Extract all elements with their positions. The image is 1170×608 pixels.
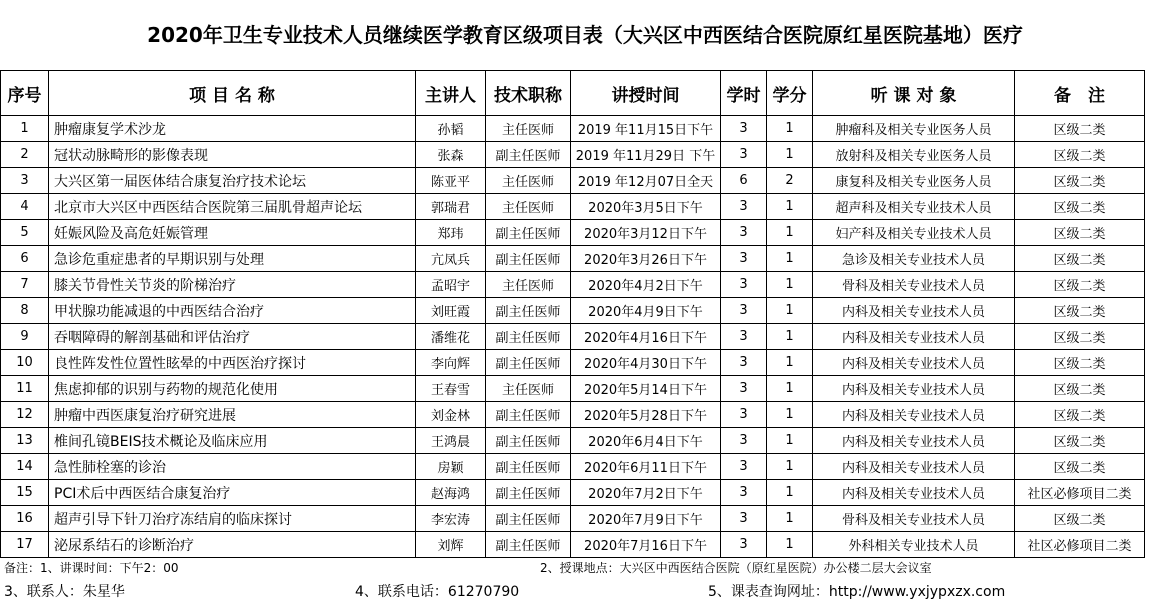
cell-audience: 超声科及相关专业技术人员	[813, 194, 1015, 220]
header-time: 讲授时间	[571, 71, 721, 116]
cell-credits: 1	[767, 532, 813, 558]
header-name: 项 目 名 称	[49, 71, 416, 116]
cell-audience: 骨科及相关专业技术人员	[813, 272, 1015, 298]
cell-name: 泌尿系结石的诊断治疗	[49, 532, 416, 558]
cell-no: 8	[1, 298, 49, 324]
cell-title: 副主任医师	[486, 142, 571, 168]
cell-title: 主任医师	[486, 272, 571, 298]
cell-title: 主任医师	[486, 168, 571, 194]
table-row	[1, 272, 1145, 298]
cell-speaker: 陈亚平	[416, 168, 486, 194]
cell-title: 副主任医师	[486, 298, 571, 324]
cell-credits: 1	[767, 116, 813, 142]
cell-note: 区级二类	[1015, 454, 1145, 480]
cell-hours: 3	[721, 194, 767, 220]
cell-title: 主任医师	[486, 376, 571, 402]
cell-hours: 3	[721, 246, 767, 272]
table-row	[1, 194, 1145, 220]
cell-speaker: 孙韬	[416, 116, 486, 142]
table-row	[1, 246, 1145, 272]
cell-hours: 3	[721, 272, 767, 298]
header-audience: 听 课 对 象	[813, 71, 1015, 116]
cell-name: 急性肺栓塞的诊治	[49, 454, 416, 480]
cell-no: 9	[1, 324, 49, 350]
cell-audience: 内科及相关专业技术人员	[813, 428, 1015, 454]
cell-no: 6	[1, 246, 49, 272]
cell-time: 2020年5月14日下午	[571, 376, 721, 402]
cell-time: 2019 年11月29日 下午	[571, 142, 721, 168]
cell-name: 急诊危重症患者的早期识别与处理	[49, 246, 416, 272]
cell-no: 17	[1, 532, 49, 558]
cell-time: 2020年6月11日下午	[571, 454, 721, 480]
cell-credits: 1	[767, 402, 813, 428]
cell-credits: 1	[767, 480, 813, 506]
cell-note: 区级二类	[1015, 246, 1145, 272]
course-table	[0, 70, 1145, 558]
footer-contact-phone: 4、联系电话：61270790	[355, 584, 520, 600]
cell-credits: 1	[767, 272, 813, 298]
cell-name: PCI术后中西医结合康复治疗	[49, 480, 416, 506]
table-row	[1, 506, 1145, 532]
cell-credits: 1	[767, 142, 813, 168]
cell-no: 2	[1, 142, 49, 168]
cell-hours: 3	[721, 428, 767, 454]
table-row	[1, 116, 1145, 142]
table-row	[1, 428, 1145, 454]
footer-note-location: 2、授课地点：大兴区中西医结合医院（原红星医院）办公楼二层大会议室	[540, 561, 932, 575]
cell-speaker: 房颖	[416, 454, 486, 480]
cell-name: 冠状动脉畸形的影像表现	[49, 142, 416, 168]
table-row	[1, 220, 1145, 246]
table-row	[1, 454, 1145, 480]
cell-name: 良性阵发性位置性眩晕的中西医治疗探讨	[49, 350, 416, 376]
table-row	[1, 402, 1145, 428]
cell-audience: 内科及相关专业技术人员	[813, 402, 1015, 428]
cell-name: 北京市大兴区中西医结合医院第三届肌骨超声论坛	[49, 194, 416, 220]
cell-note: 区级二类	[1015, 142, 1145, 168]
cell-credits: 1	[767, 194, 813, 220]
footer-website: 5、课表查询网址：http://www.yxjypxzx.com	[708, 584, 1006, 600]
cell-hours: 3	[721, 402, 767, 428]
cell-hours: 3	[721, 506, 767, 532]
header-credits: 学分	[767, 71, 813, 116]
table-row	[1, 324, 1145, 350]
table-row	[1, 168, 1145, 194]
cell-name: 妊娠风险及高危妊娠管理	[49, 220, 416, 246]
cell-credits: 1	[767, 376, 813, 402]
cell-no: 3	[1, 168, 49, 194]
cell-audience: 康复科及相关专业医务人员	[813, 168, 1015, 194]
cell-time: 2020年6月4日下午	[571, 428, 721, 454]
cell-no: 13	[1, 428, 49, 454]
cell-audience: 内科及相关专业技术人员	[813, 298, 1015, 324]
cell-time: 2020年3月26日下午	[571, 246, 721, 272]
cell-no: 4	[1, 194, 49, 220]
cell-credits: 1	[767, 506, 813, 532]
cell-name: 吞咽障碍的解剖基础和评估治疗	[49, 324, 416, 350]
cell-audience: 放射科及相关专业医务人员	[813, 142, 1015, 168]
cell-note: 区级二类	[1015, 324, 1145, 350]
cell-time: 2020年7月2日下午	[571, 480, 721, 506]
cell-hours: 3	[721, 454, 767, 480]
cell-title: 副主任医师	[486, 402, 571, 428]
cell-time: 2020年5月28日下午	[571, 402, 721, 428]
cell-hours: 3	[721, 142, 767, 168]
header-hours: 学时	[721, 71, 767, 116]
cell-credits: 1	[767, 454, 813, 480]
cell-speaker: 李宏涛	[416, 506, 486, 532]
cell-hours: 3	[721, 298, 767, 324]
header-speaker: 主讲人	[416, 71, 486, 116]
header-note: 备 注	[1015, 71, 1145, 116]
cell-name: 超声引导下针刀治疗冻结肩的临床探讨	[49, 506, 416, 532]
cell-time: 2020年3月5日下午	[571, 194, 721, 220]
cell-name: 膝关节骨性关节炎的阶梯治疗	[49, 272, 416, 298]
footer-notes	[0, 558, 1170, 578]
cell-credits: 1	[767, 428, 813, 454]
cell-hours: 3	[721, 350, 767, 376]
cell-note: 区级二类	[1015, 350, 1145, 376]
cell-hours: 6	[721, 168, 767, 194]
cell-no: 7	[1, 272, 49, 298]
cell-speaker: 李向辉	[416, 350, 486, 376]
cell-name: 椎间孔镜BEIS技术概论及临床应用	[49, 428, 416, 454]
cell-note: 区级二类	[1015, 194, 1145, 220]
cell-hours: 3	[721, 376, 767, 402]
cell-note: 社区必修项目二类	[1015, 480, 1145, 506]
cell-credits: 1	[767, 350, 813, 376]
cell-no: 1	[1, 116, 49, 142]
cell-no: 14	[1, 454, 49, 480]
cell-title: 副主任医师	[486, 506, 571, 532]
cell-no: 15	[1, 480, 49, 506]
cell-audience: 内科及相关专业技术人员	[813, 376, 1015, 402]
cell-credits: 1	[767, 298, 813, 324]
cell-hours: 3	[721, 116, 767, 142]
cell-speaker: 王鸿晨	[416, 428, 486, 454]
cell-title: 副主任医师	[486, 428, 571, 454]
cell-note: 区级二类	[1015, 116, 1145, 142]
cell-speaker: 刘辉	[416, 532, 486, 558]
cell-hours: 3	[721, 532, 767, 558]
cell-hours: 3	[721, 324, 767, 350]
cell-credits: 1	[767, 324, 813, 350]
footer-contact-person: 3、联系人：朱星华	[4, 584, 125, 600]
table-row	[1, 532, 1145, 558]
cell-speaker: 潘维花	[416, 324, 486, 350]
table-header-row	[1, 71, 1145, 116]
cell-note: 区级二类	[1015, 506, 1145, 532]
cell-speaker: 王春雪	[416, 376, 486, 402]
cell-title: 副主任医师	[486, 454, 571, 480]
cell-no: 5	[1, 220, 49, 246]
cell-name: 大兴区第一届医体结合康复治疗技术论坛	[49, 168, 416, 194]
cell-time: 2020年4月30日下午	[571, 350, 721, 376]
cell-note: 区级二类	[1015, 272, 1145, 298]
page-title: 2020年卫生专业技术人员继续医学教育区级项目表（大兴区中西医结合医院原红星医院基地）医疗	[147, 23, 1023, 47]
cell-speaker: 亢凤兵	[416, 246, 486, 272]
cell-title: 副主任医师	[486, 246, 571, 272]
cell-title: 主任医师	[486, 116, 571, 142]
cell-title: 副主任医师	[486, 350, 571, 376]
cell-time: 2020年4月16日下午	[571, 324, 721, 350]
cell-audience: 外科相关专业技术人员	[813, 532, 1015, 558]
cell-title: 副主任医师	[486, 324, 571, 350]
cell-note: 区级二类	[1015, 220, 1145, 246]
cell-title: 主任医师	[486, 194, 571, 220]
cell-no: 16	[1, 506, 49, 532]
cell-audience: 骨科及相关专业技术人员	[813, 506, 1015, 532]
cell-audience: 急诊及相关专业技术人员	[813, 246, 1015, 272]
header-no: 序号	[1, 71, 49, 116]
cell-title: 副主任医师	[486, 220, 571, 246]
footer-contacts	[0, 580, 1170, 604]
cell-time: 2019 年11月15日下午	[571, 116, 721, 142]
cell-name: 肿瘤中西医康复治疗研究进展	[49, 402, 416, 428]
cell-speaker: 郑玮	[416, 220, 486, 246]
cell-audience: 内科及相关专业技术人员	[813, 324, 1015, 350]
cell-note: 区级二类	[1015, 298, 1145, 324]
cell-hours: 3	[721, 220, 767, 246]
cell-title: 副主任医师	[486, 532, 571, 558]
cell-title: 副主任医师	[486, 480, 571, 506]
cell-speaker: 张森	[416, 142, 486, 168]
cell-name: 肿瘤康复学术沙龙	[49, 116, 416, 142]
cell-credits: 1	[767, 220, 813, 246]
table-row	[1, 298, 1145, 324]
table-row	[1, 376, 1145, 402]
cell-audience: 内科及相关专业技术人员	[813, 480, 1015, 506]
cell-credits: 2	[767, 168, 813, 194]
cell-speaker: 郭瑞君	[416, 194, 486, 220]
cell-audience: 妇产科及相关专业技术人员	[813, 220, 1015, 246]
cell-speaker: 赵海鸿	[416, 480, 486, 506]
cell-credits: 1	[767, 246, 813, 272]
cell-speaker: 刘金林	[416, 402, 486, 428]
cell-note: 区级二类	[1015, 428, 1145, 454]
cell-no: 12	[1, 402, 49, 428]
cell-note: 区级二类	[1015, 402, 1145, 428]
cell-time: 2019 年12月07日全天	[571, 168, 721, 194]
header-title: 技术职称	[486, 71, 571, 116]
cell-name: 焦虑抑郁的识别与药物的规范化使用	[49, 376, 416, 402]
cell-audience: 肿瘤科及相关专业医务人员	[813, 116, 1015, 142]
cell-audience: 内科及相关专业技术人员	[813, 454, 1015, 480]
cell-note: 区级二类	[1015, 376, 1145, 402]
cell-audience: 内科及相关专业技术人员	[813, 350, 1015, 376]
cell-name: 甲状腺功能减退的中西医结合治疗	[49, 298, 416, 324]
cell-note: 社区必修项目二类	[1015, 532, 1145, 558]
cell-hours: 3	[721, 480, 767, 506]
table-row	[1, 480, 1145, 506]
cell-speaker: 刘旺霞	[416, 298, 486, 324]
cell-time: 2020年7月16日下午	[571, 532, 721, 558]
cell-no: 11	[1, 376, 49, 402]
table-row	[1, 350, 1145, 376]
footer-note-time: 备注：1、讲课时间：下午2：00	[4, 561, 179, 575]
cell-time: 2020年7月9日下午	[571, 506, 721, 532]
cell-time: 2020年3月12日下午	[571, 220, 721, 246]
table-row	[1, 142, 1145, 168]
cell-note: 区级二类	[1015, 168, 1145, 194]
cell-time: 2020年4月9日下午	[571, 298, 721, 324]
cell-speaker: 孟昭宇	[416, 272, 486, 298]
cell-no: 10	[1, 350, 49, 376]
cell-time: 2020年4月2日下午	[571, 272, 721, 298]
